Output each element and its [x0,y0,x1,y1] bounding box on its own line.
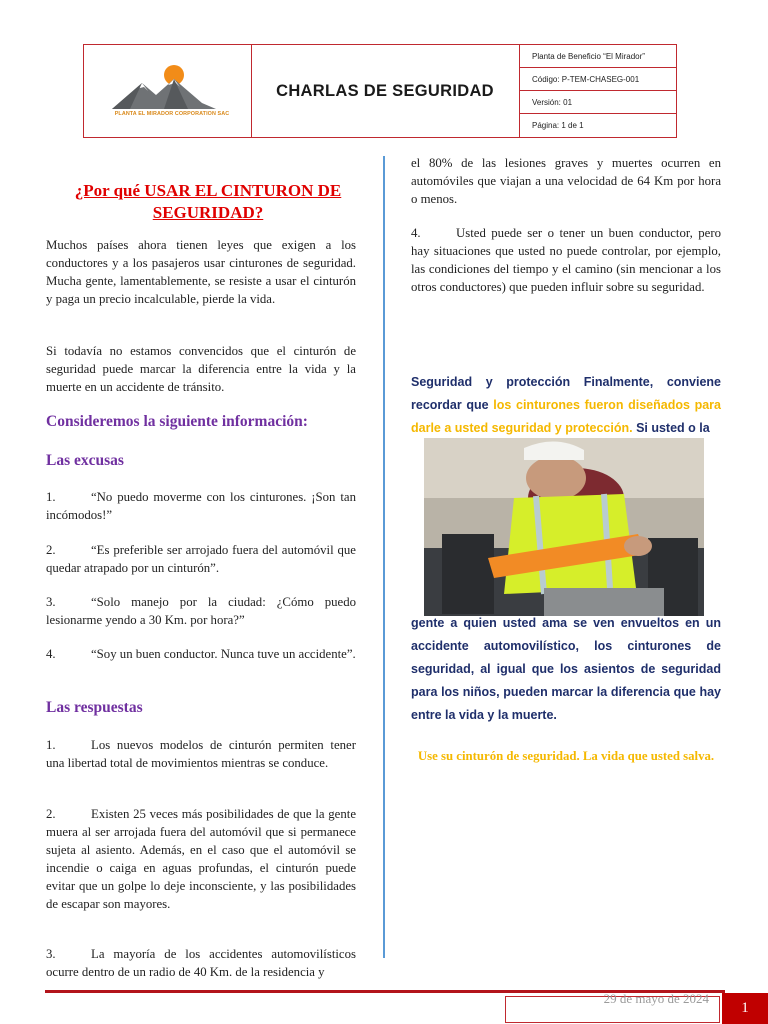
meta-plant: Planta de Beneficio “El Mirador” [520,45,676,68]
item-text: “Soy un buen conductor. Nunca tuve un accidente”. [91,647,356,661]
column-divider [383,156,385,958]
answer-item [46,805,356,913]
item-number: 3. [46,595,56,609]
protection-tail: Si usted o la [632,421,710,435]
item-number: 1. [46,738,56,752]
protection-paragraph [411,371,721,440]
meta-version: Versión: 01 [520,91,676,114]
excuse-item [46,593,356,629]
answer-item [411,224,721,296]
excuse-item [46,488,356,524]
item-number: 4. [411,226,421,240]
intro-paragraph-1: Muchos países ahora tienen leyes que exigen a los conductores y a los pasajeros usar cinturones de seguridad. Mucha gente, lamentablemente, se resiste a usar el cinturón y paga un precio incalculable, pierde la vida. [46,238,356,306]
item-number: 2. [46,807,56,821]
item-number: 1. [46,490,56,504]
company-logo [84,45,251,137]
item-text: “Es preferible ser arrojado fuera del automóvil que quedar atrapado por un cinturón”. [46,543,356,575]
logo-cell [84,45,252,137]
item-number: 3. [46,947,56,961]
answer-item [46,736,356,772]
protection-highlight: los cinturones fueron diseñados para darle a usted seguridad y protección. [411,398,722,435]
protection-connector: , conviene recordar que [411,375,722,412]
item-text: Existen 25 veces más posibilidades de que la gente muera al ser arrojada fuera del automóvil que si permanece sujeta al asiento. Además, en el caso que el automóvil se incendie o caiga en aguas profundas, el cinturón puede evitar que un golpe lo deje inconsciente, y las posibilidades de escapar son mayores. [46,807,356,911]
item-text: Los nuevos modelos de cinturón permiten tener una libertad total de movimientos mientras se conduce. [46,738,356,770]
footer-date-box [505,991,720,1023]
footer-date: 29 de mayo de 2024 [603,991,709,1006]
item-number: 4. [46,647,56,661]
logo-text: PLANTA EL MIRADOR CORPORATION SAC [114,111,230,117]
item-text: La mayoría de los accidentes automovilísticos ocurre dentro de un radio de 40 Km. de la residencia y [46,947,356,979]
item-text: Usted puede ser o tener un buen conductor, pero hay situaciones que usted no puede controlar, por ejemplo, las condiciones del tiempo y el camino (sin mencionar a los otros conductores) que pueden influir sobre su seguridad. [411,226,721,294]
excuse-item [46,541,356,577]
consider-heading: Consideremos la siguiente información: [46,413,308,430]
answer-3-continuation: el 80% de las lesiones graves y muertes ocurren en automóviles que viajan a una velocidad de 64 Km por hora o menos. [411,156,721,206]
article-title: ¿Por qué USAR EL CINTURON DE SEGURIDAD? [74,181,342,222]
document-header [83,44,677,138]
excuses-heading: Las excusas [46,452,124,469]
protection-lead: Seguridad y protección Finalmente [411,375,650,389]
answers-heading: Las respuestas [46,699,143,716]
page-title: CHARLAS DE SEGURIDAD [251,45,520,137]
intro-paragraph-2: Si todavía no estamos convencidos que el cinturón de seguridad puede marcar la diferencia entre la vida y la muerte en un accidente de tránsito. [46,344,356,394]
document-meta [520,45,676,137]
page-number: 1 [722,993,768,1024]
meta-code: Código: P-TEM-CHASEG-001 [520,68,676,91]
item-number: 2. [46,543,56,557]
excuse-item [46,645,356,663]
item-text: “Solo manejo por la ciudad: ¿Cómo puedo lesionarme yendo a 30 Km. por hora?” [46,595,356,627]
answer-item [46,945,356,981]
meta-page: Página: 1 de 1 [532,121,584,130]
slogan: Use su cinturón de seguridad. La vida que usted salva. [417,749,715,763]
item-text: “No puedo moverme con los cinturones. ¡Son tan incómodos!” [46,490,356,522]
protection-paragraph-continued: gente a quien usted ama se ven envueltos en un accidente automovilístico, los cinturones de seguridad, al igual que los asientos de seguridad para los niños, pueden marcar la diferencia que hay entre la vida y la muerte. [411,616,721,722]
seatbelt-photo [424,438,704,616]
